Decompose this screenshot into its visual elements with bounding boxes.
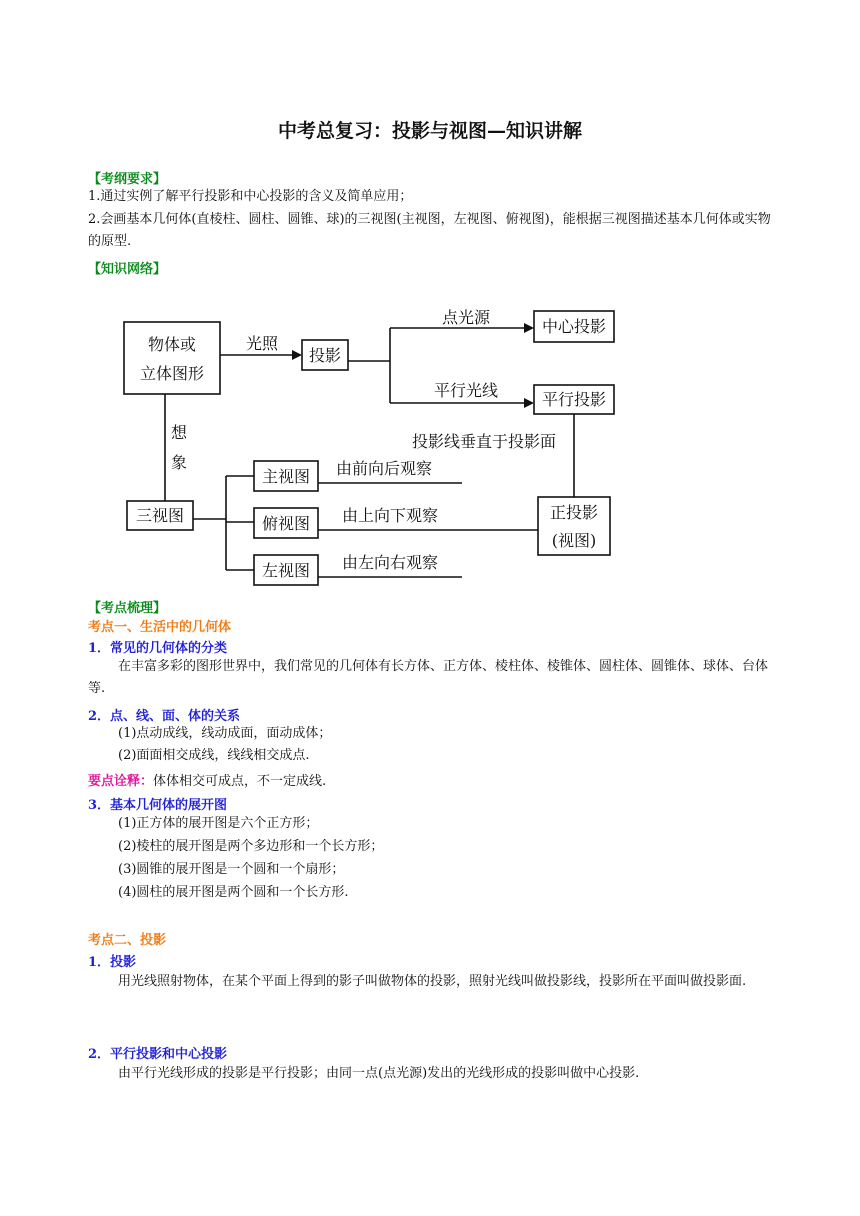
parallel-projection-label: 平行投影 bbox=[541, 390, 607, 409]
light-label: 光照 bbox=[245, 334, 279, 353]
kp1-s1-text: 在丰富多彩的图形世界中，我们常见的几何体有长方体、正方体、棱柱体、棱锥体、圆柱体、圆锥体、球体、台体等. bbox=[88, 659, 769, 696]
three-views-label: 三视图 bbox=[135, 506, 185, 525]
central-projection-label: 中心投影 bbox=[541, 317, 607, 336]
object-label-2: 立体图形 bbox=[139, 364, 205, 383]
kp1-s3-line3: (3)圆锥的展开图是一个圆和一个扇形； bbox=[118, 862, 345, 877]
point-source-label: 点光源 bbox=[441, 308, 491, 327]
top-to-bottom-label: 由上向下观察 bbox=[341, 506, 439, 525]
kp2-s1-text: 用光线照射物体，在某个平面上得到的影子叫做物体的投影，照射光线叫做投影线，投影所在平面叫做投影面. bbox=[118, 974, 747, 989]
front-view-label: 主视图 bbox=[261, 467, 311, 486]
kp1-note-label: 要点诠释： bbox=[88, 774, 154, 789]
object-box bbox=[124, 322, 220, 394]
kp1-s3-line2: (2)棱柱的展开图是两个多边形和一个长方形； bbox=[118, 839, 384, 854]
kp1-s3-line1: (1)正方体的展开图是六个正方形； bbox=[118, 816, 319, 831]
object-label-1: 物体或 bbox=[147, 335, 197, 354]
orthographic-label-1: 正投影 bbox=[549, 503, 599, 522]
left-to-right-label: 由左向右观察 bbox=[341, 553, 439, 572]
kp1-s2-title: 2．点、线、面、体的关系 bbox=[88, 709, 241, 724]
kp1-s2-line1: (1)点动成线，线动成面，面动成体； bbox=[118, 726, 332, 741]
kp1-s1-title: 1．常见的几何体的分类 bbox=[88, 641, 228, 656]
perpendicular-label: 投影线垂直于投影面 bbox=[411, 432, 557, 451]
projection-label: 投影 bbox=[308, 346, 342, 365]
kp1-note bbox=[88, 770, 326, 789]
imagine-label-1: 想 bbox=[170, 423, 188, 442]
network-heading: 【知识网络】 bbox=[88, 262, 167, 277]
kp1-s3-title: 3．基本几何体的展开图 bbox=[88, 798, 228, 813]
page-title: 中考总复习：投影与视图—知识讲解 bbox=[277, 120, 582, 142]
knowledge-network-diagram bbox=[0, 290, 860, 590]
kp2-s1-title: 1．投影 bbox=[88, 955, 137, 970]
kp1-title: 考点一、生活中的几何体 bbox=[88, 620, 232, 635]
outline-heading: 【考纲要求】 bbox=[88, 172, 167, 187]
points-heading: 【考点梳理】 bbox=[88, 601, 167, 616]
kp2-s2-text: 由平行光线形成的投影是平行投影；由同一点(点光源)发出的光线形成的投影叫做中心投影. bbox=[118, 1066, 640, 1081]
orthographic-label-2: (视图) bbox=[551, 531, 597, 550]
front-to-back-label: 由前向后观察 bbox=[335, 459, 433, 478]
parallel-light-label: 平行光线 bbox=[433, 381, 499, 400]
kp1-s2-line2: (2)面面相交成线，线线相交成点. bbox=[118, 748, 310, 763]
left-view-label: 左视图 bbox=[261, 561, 311, 580]
imagine-label-2: 象 bbox=[170, 453, 188, 472]
outline-item-2: 2.会画基本几何体(直棱柱、圆柱、圆锥、球)的三视图(主视图，左视图、俯视图)，能根据三视图描述基本几何体或实物的原型. bbox=[88, 212, 771, 249]
kp1-note-text: 体体相交可成点，不一定成线. bbox=[153, 774, 327, 789]
top-view-label: 俯视图 bbox=[261, 514, 311, 533]
kp1-s3-line4: (4)圆柱的展开图是两个圆和一个长方形. bbox=[118, 885, 349, 900]
outline-item-1: 1.通过实例了解平行投影和中心投影的含义及简单应用； bbox=[88, 189, 413, 204]
kp2-title: 考点二、投影 bbox=[88, 933, 167, 948]
kp2-s2-title: 2．平行投影和中心投影 bbox=[88, 1047, 228, 1062]
